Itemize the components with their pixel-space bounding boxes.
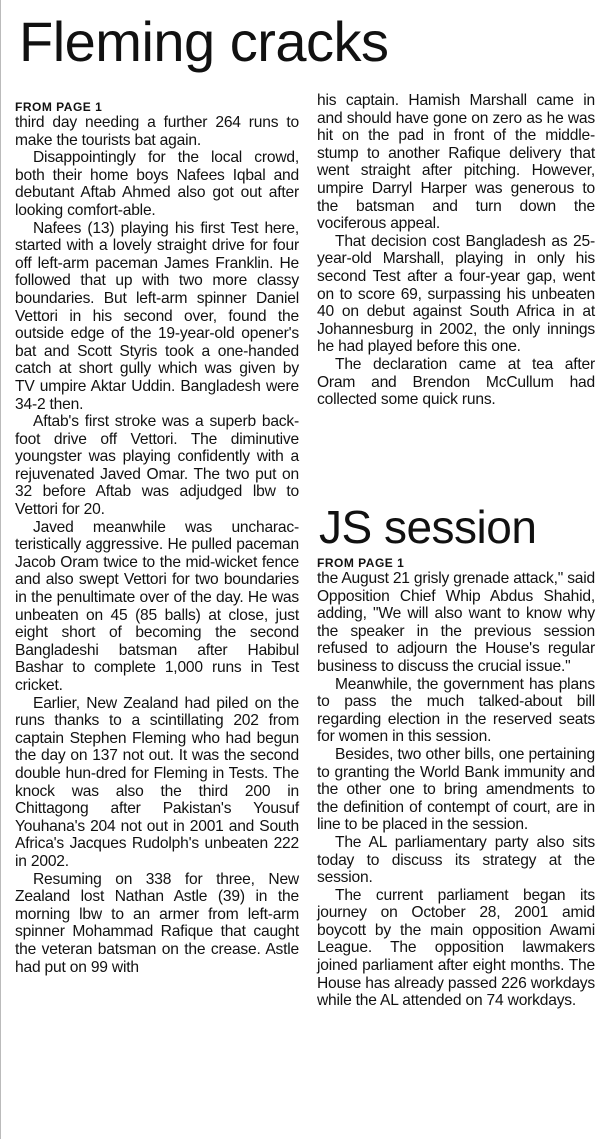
js-session-paragraph: Besides, two other bills, one pertaining to granting the World Bank immunity and the other one to bring amendments to the definition of contempt of court, are in line to be placed in the session. [317,745,595,834]
fleming-headline: Fleming cracks [19,10,389,73]
fleming-paragraph: third day needing a further 264 runs to make the tourists bat again. [15,114,299,149]
fleming-story-left-column [15,100,299,976]
fleming-story-right-column [317,92,595,409]
fleming-paragraph: Javed meanwhile was uncharac-teristically aggressive. He pulled paceman Jacob Oram twice to the mid-wicket fence and also swept Vettori for two boundaries in the penultimate over of the day. He was unbeaten on 45 (85 balls) at close, just eight short of becoming the second Bangladeshi batsman after Habibul Bashar to complete 1,000 runs in Test cricket. [15,518,299,694]
fleming-paragraph: The declaration came at tea after Oram and Brendon McCullum had collected some quick runs. [317,355,595,409]
fleming-paragraph: Resuming on 338 for three, New Zealand lost Nathan Astle (39) in the morning lbw to an armer from left-arm spinner Mohammad Rafique that caught the veteran batsman on the crease. Astle had put on 99 with [15,870,299,976]
fleming-paragraph: Earlier, New Zealand had piled on the runs thanks to a scintillating 202 from captain Stephen Fleming who had begun the day on 137 not out. It was the second double hun-dred for Fleming in Tests. The knock was also the third 200 in Chittagong after Pakistan's Yousuf Youhana's 204 not out in 2001 and South Africa's Jacques Rudolph's unbeaten 222 in 2002. [15,694,299,870]
fleming-paragraph: Disappointingly for the local crowd, both their home boys Nafees Iqbal and debutant Aftab Ahmed also got out after looking comfort-able. [15,149,299,219]
js-session-story [317,556,595,1010]
js-session-headline: JS session [319,501,537,553]
js-session-kicker: FROM PAGE 1 [317,556,405,570]
fleming-paragraph: That decision cost Bangladesh as 25-year-old Marshall, playing in only his second Test after a four-year gap, went on to score 69, surpassing his unbeaten 40 on debut against South Africa in at Johannesburg in 2002, the only innings he had played before this one. [317,232,595,356]
js-session-paragraph: The AL parliamentary party also sits today to discuss its strategy at the session. [317,833,595,887]
fleming-paragraph: Aftab's first stroke was a superb back-foot drive off Vettori. The diminutive youngster was playing confidently with a rejuvenated Javed Omar. The two put on 32 before Aftab was adjudged lbw to Vettori for 20. [15,413,299,519]
js-session-paragraph: the August 21 grisly grenade attack," said Opposition Chief Whip Abdus Shahid, adding, "We will also want to know why the speaker in the previous session refused to adjourn the House's regular business to discuss the crucial issue." [317,570,595,675]
fleming-paragraph: Nafees (13) playing his first Test here, started with a lovely straight drive for four off left-arm paceman James Franklin. He followed that up with two more classy boundaries. But left-arm spinner Daniel Vettori in his second over, found the outside edge of the 19-year-old opener's bat and Scott Styris took a one-handed catch at short gully which was given by TV umpire Aktar Uddin. Bangladesh were 34-2 then. [15,219,299,413]
fleming-paragraph: his captain. Hamish Marshall came in and should have gone on zero as he was hit on the pad in front of the middle-stump to another Rafique delivery that went straight after pitching. However, umpire Darryl Harper was generous to the batsman and turn down the vociferous appeal. [317,92,595,233]
fleming-kicker: FROM PAGE 1 [15,100,103,114]
js-session-paragraph: The current parliament began its journey on October 28, 2001 amid boycott by the main opposition Awami League. The opposition lawmakers joined parliament after eight months. The House has already passed 226 workdays while the AL attended on 74 workdays. [317,886,595,1010]
js-session-paragraph: Meanwhile, the government has plans to pass the much talked-about bill regarding election in the reserved seats for women in this session. [317,675,595,746]
